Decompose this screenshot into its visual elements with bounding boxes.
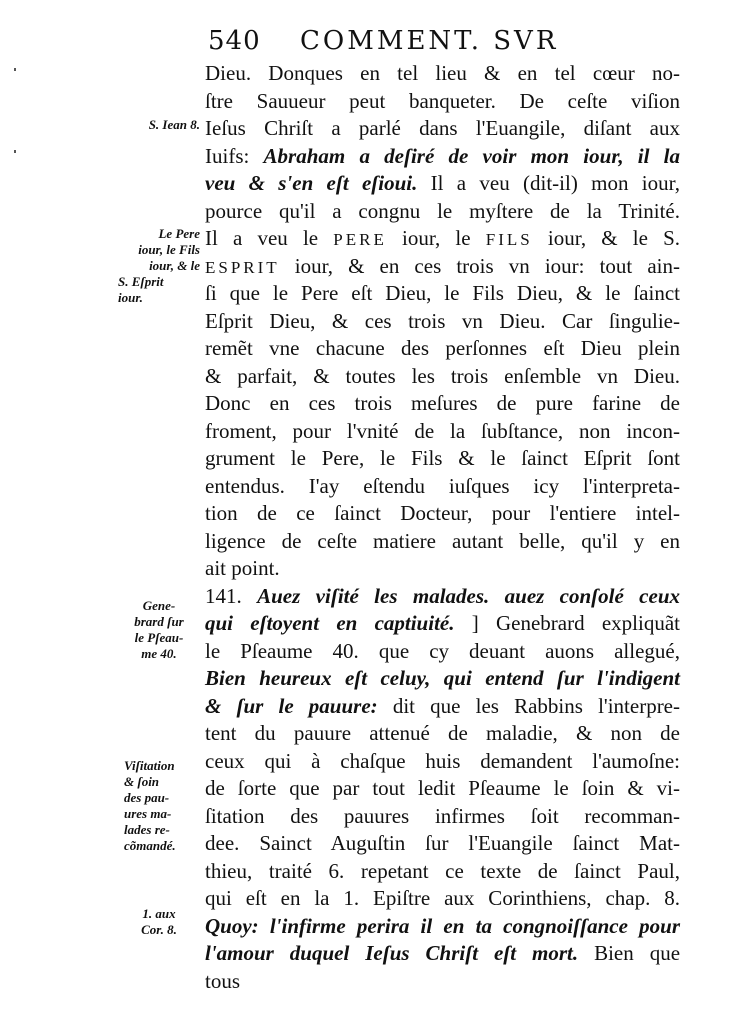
text-line bbox=[205, 308, 680, 336]
text-line bbox=[205, 720, 680, 748]
running-header bbox=[200, 26, 670, 58]
margin-note-jean bbox=[118, 117, 200, 133]
text-run: Donc en ces trois meſures de pure farine de bbox=[205, 391, 680, 415]
text-run: tion de ce ſainct Docteur, pour l'entiere intel- bbox=[205, 501, 680, 525]
text-run: Il a veu le bbox=[205, 226, 334, 250]
text-run: ait point. bbox=[205, 556, 280, 580]
margin-note-line: iour, le Fils bbox=[138, 242, 200, 257]
text-run: tous bbox=[205, 968, 241, 993]
text-run: iour, & le S. bbox=[532, 226, 681, 250]
italic-quotation: & ſur le pauure: bbox=[205, 693, 378, 718]
scan-speck bbox=[14, 150, 16, 153]
text-line bbox=[205, 803, 680, 831]
page-number: 540 bbox=[208, 26, 261, 56]
italic-quotation: l'amour duquel Ieſus Chriſt eſt mort. bbox=[205, 941, 579, 965]
scan-speck bbox=[14, 68, 16, 71]
margin-note-visitation bbox=[124, 758, 200, 854]
text-line bbox=[205, 555, 680, 583]
text-run: Ieſus Chriſt a parlé dans l'Euangile, diſant aux bbox=[205, 116, 680, 140]
margin-note-corinthiens bbox=[118, 906, 200, 938]
italic-quotation: Bien heureux eſt celuy, qui entend ſur l'indigent bbox=[205, 666, 680, 690]
margin-note-line: S. Iean 8. bbox=[148, 117, 200, 132]
text-run: qui eſt en la 1. Epiſtre aux Corinthiens, chap. 8. bbox=[205, 886, 680, 910]
italic-quotation: Abraham a deſiré de voir mon iour, il la bbox=[263, 143, 681, 168]
margin-note-line: & ſoin bbox=[124, 774, 160, 789]
italic-quotation: veu & s'en eſt eſioui. bbox=[205, 171, 418, 195]
italic-quotation: qui eſtoyent en captiuité. bbox=[205, 611, 455, 635]
small-caps-name: ESPRIT bbox=[205, 257, 280, 277]
text-run: tent du pauure attenué de maladie, & non de bbox=[205, 721, 680, 745]
margin-note-line: Gene- bbox=[142, 598, 176, 613]
text-run: entendus. I'ay eſtendu iuſques icy l'interpreta- bbox=[205, 473, 680, 498]
text-line bbox=[205, 390, 680, 418]
text-run: & parfait, & toutes les trois enſemble vn Dieu. bbox=[205, 363, 680, 388]
small-caps-name: PERE bbox=[333, 230, 387, 249]
text-run: grument le Pere, le Fils & le ſainct Eſprit ſont bbox=[205, 446, 680, 470]
text-line bbox=[205, 583, 680, 611]
text-line bbox=[205, 88, 680, 116]
text-run: ſtre Sauueur peut banqueter. De ceſte viſion bbox=[205, 88, 680, 113]
margin-note-line: cõmandé. bbox=[124, 838, 176, 853]
text-line bbox=[205, 280, 680, 308]
text-line bbox=[205, 363, 680, 391]
italic-quotation: Quoy: l'infirme perira il en ta congnoiſſance pour bbox=[205, 913, 680, 938]
text-line bbox=[205, 638, 680, 666]
text-run: 141. bbox=[205, 583, 258, 608]
text-line bbox=[205, 693, 680, 721]
margin-note-line: le Pſeau- bbox=[134, 630, 184, 645]
text-run: Il a veu (dit-il) mon iour, bbox=[417, 171, 680, 195]
margin-note-line: lades re- bbox=[124, 822, 170, 837]
text-run: Dieu. Donques en tel lieu & en tel cœur no- bbox=[205, 61, 680, 85]
text-line bbox=[205, 885, 680, 913]
margin-note-line: S. Eſprit bbox=[118, 274, 164, 289]
text-line bbox=[205, 665, 680, 693]
margin-note-line: Le Pere bbox=[158, 226, 200, 241]
text-run: ceux qui à chaſque huis demandent l'aumoſne: bbox=[205, 748, 680, 773]
margin-note-line: 1. aux bbox=[142, 906, 176, 921]
text-run: ſi que le Pere eſt Dieu, le Fils Dieu, & le ſainct bbox=[205, 281, 680, 305]
text-line bbox=[205, 968, 680, 996]
text-line bbox=[205, 500, 680, 528]
margin-note-line: des pau- bbox=[124, 790, 170, 805]
margin-note-line: brard ſur bbox=[134, 614, 184, 629]
margin-note-line: iour. bbox=[118, 290, 143, 305]
text-run: thieu, traité 6. repetant ce texte de ſainct Paul, bbox=[205, 858, 680, 883]
text-line bbox=[205, 170, 680, 198]
text-run: dit que les Rabbins l'interpre- bbox=[377, 693, 680, 718]
text-line bbox=[205, 940, 680, 968]
margin-note-genebrard bbox=[118, 598, 200, 662]
margin-note-line: me 40. bbox=[141, 646, 177, 661]
text-line bbox=[205, 253, 680, 281]
text-line bbox=[205, 225, 680, 253]
text-run: iour, le bbox=[386, 226, 486, 250]
text-line bbox=[205, 198, 680, 226]
text-line bbox=[205, 60, 680, 88]
margin-note-line: Cor. 8. bbox=[141, 922, 177, 937]
text-line bbox=[205, 335, 680, 363]
text-run: dee. Sainct Auguſtin ſur l'Euangile ſainct Mat- bbox=[205, 831, 680, 855]
running-title: COMMENT. SVR bbox=[300, 26, 559, 56]
margin-note-line: iour, & le bbox=[149, 258, 200, 273]
margin-note-line: ures ma- bbox=[124, 806, 172, 821]
small-caps-name: FILS bbox=[485, 230, 533, 249]
text-line bbox=[205, 115, 680, 143]
text-run: ſitation des pauures infirmes ſoit recomman- bbox=[205, 803, 680, 828]
text-line bbox=[205, 748, 680, 776]
text-run: remẽt vne chacune des perſonnes eſt Dieu plein bbox=[205, 336, 680, 360]
text-line bbox=[205, 528, 680, 556]
text-line bbox=[205, 858, 680, 886]
text-run: Iuifs: bbox=[205, 143, 264, 168]
text-line bbox=[205, 775, 680, 803]
text-line bbox=[205, 610, 680, 638]
text-run: iour, & en ces trois vn iour: tout ain- bbox=[279, 253, 680, 278]
margin-note-line: Viſitation bbox=[124, 758, 175, 773]
text-run: Eſprit Dieu, & ces trois vn Dieu. Car ſingulie- bbox=[205, 308, 680, 333]
text-line bbox=[205, 418, 680, 446]
text-line bbox=[205, 473, 680, 501]
text-line bbox=[205, 445, 680, 473]
text-line bbox=[205, 913, 680, 941]
main-text-column bbox=[205, 60, 680, 995]
text-run: ] Genebrard expliquãt bbox=[454, 611, 680, 635]
text-line bbox=[205, 143, 680, 171]
text-run: de ſorte que par tout ledit Pſeaume le ſoin & vi- bbox=[205, 776, 680, 800]
italic-quotation: Auez viſité les malades. auez conſolé ceux bbox=[257, 583, 681, 608]
text-run: ligence de ceſte matiere autant belle, qu'il y en bbox=[205, 528, 680, 553]
text-run: pource qu'il a congnu le myſtere de la Trinité. bbox=[205, 198, 680, 223]
text-line bbox=[205, 830, 680, 858]
text-run: froment, pour l'vnité de la ſubſtance, non incon- bbox=[205, 418, 680, 443]
text-run: Bien que bbox=[578, 941, 681, 965]
text-run: le Pſeaume 40. que cy deuant auons allegué, bbox=[205, 638, 680, 663]
margin-note-trinite bbox=[118, 226, 200, 306]
